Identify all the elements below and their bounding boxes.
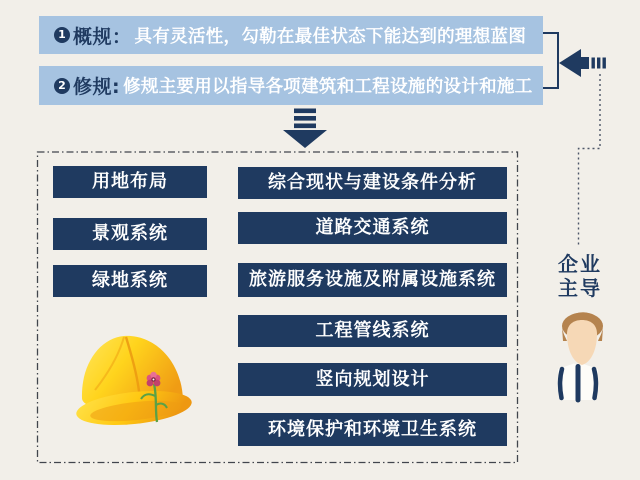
plan-item-pipelines: 工程管线系统 xyxy=(238,315,507,347)
businessman-icon xyxy=(548,308,612,404)
circled-number-2-icon: 2 xyxy=(54,78,70,94)
plan-item-green-space: 绿地系统 xyxy=(53,265,207,297)
plan-item-tourism-facilities: 旅游服务设施及附属设施系统 xyxy=(238,263,507,297)
plan-item-land-use: 用地布局 xyxy=(53,166,207,198)
banner-1-text: 具有灵活性，勾勒在最佳状态下能达到的理想蓝图 xyxy=(134,26,527,47)
banner-2-text: 修规主要用以指导各项建筑和工程设施的设计和施工 xyxy=(123,77,533,97)
banner-detailed-plan xyxy=(39,66,543,105)
plan-item-landscape: 景观系统 xyxy=(53,218,207,250)
arrow-down-icon xyxy=(283,109,327,149)
plan-item-vertical-planning: 竖向规划设计 xyxy=(238,363,507,396)
banner-2-label: 修规: xyxy=(73,76,121,98)
arrow-left-icon xyxy=(559,49,606,77)
plan-item-environment: 环境保护和环境卫生系统 xyxy=(238,413,507,446)
bracket-connector xyxy=(543,33,558,88)
plan-item-site-analysis: 综合现状与建设条件分析 xyxy=(238,167,507,199)
banner-overview-plan xyxy=(39,16,543,54)
flower-icon xyxy=(141,372,167,422)
plan-item-road-traffic: 道路交通系统 xyxy=(238,212,507,244)
dashed-connector-line xyxy=(579,74,601,246)
circled-number-1-icon: 1 xyxy=(54,27,70,43)
construction-helmet-icon xyxy=(70,328,200,432)
banner-1-label: 概规： xyxy=(73,25,132,48)
enterprise-led-line1: 企业 xyxy=(558,252,602,276)
enterprise-led-line2: 主导 xyxy=(558,276,602,300)
enterprise-led-label xyxy=(552,252,608,300)
